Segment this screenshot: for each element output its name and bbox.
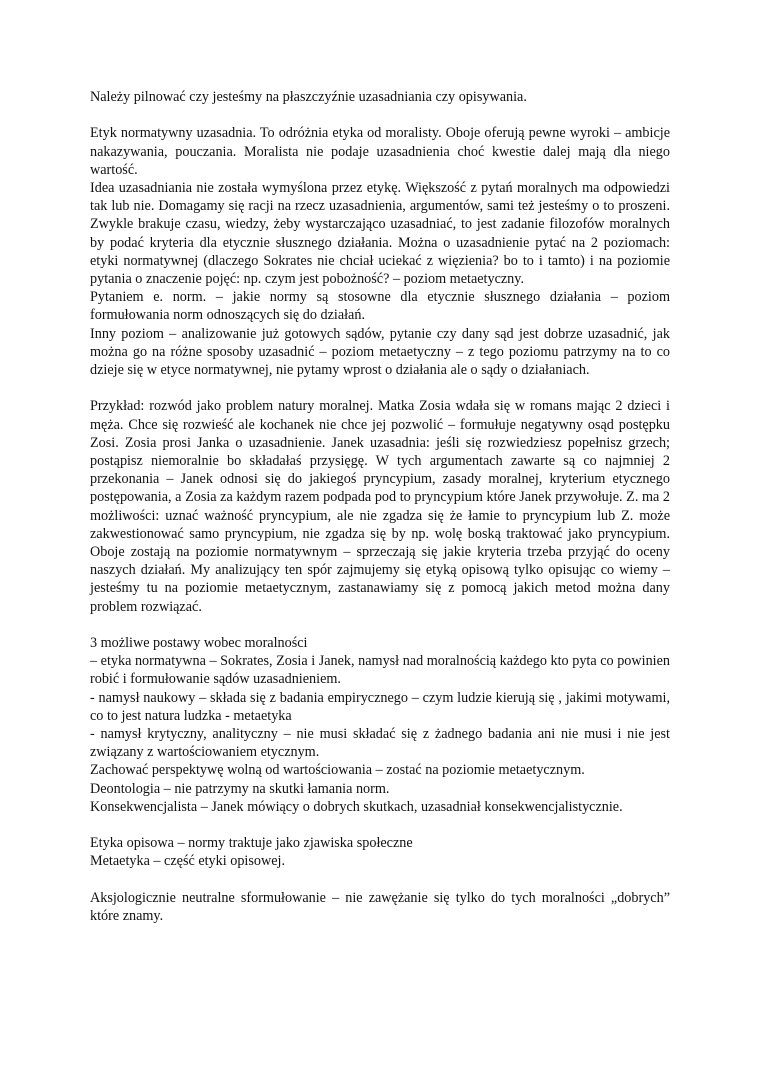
paragraph-value-free-perspective: Zachować perspektywę wolną od wartościowania – zostać na poziomie metaetycznym. (90, 762, 585, 779)
paragraph-descriptive-ethics: Etyka opisowa – normy traktuje jako zjawiska społeczne (90, 835, 413, 852)
paragraph-scientific-reflection-item: - namysł naukowy – składa się z badania empirycznego – czym ludzie kierują się , jakimi motywami, co to jest natura ludzka - metaetyka (90, 689, 670, 724)
document-page (90, 88, 670, 925)
paragraph-metaethics: Metaetyka – część etyki opisowej. (90, 853, 286, 870)
paragraph-other-level: Inny poziom – analizowanie już gotowych sądów, pytanie czy dany sąd jest dobrze uzasadnić, jak można go na różne sposoby uzasadnić – poziom metaetyczny – z tego poziomu patrzymy na to co dzieje się w etyce normatywnej, nie pytamy wprost o działania ale o sądy o działaniach. (90, 325, 670, 379)
paragraph-gap (90, 816, 670, 834)
paragraph-gap (90, 871, 670, 889)
paragraph-normative-ethics-item: – etyka normatywna – Sokrates, Zosia i Janek, namysł nad moralnością każdego kto pyta co powinien robić i formułowanie sądów uzasadnieniem. (90, 653, 670, 688)
paragraph-deontology: Deontologia – nie patrzymy na skutki łamania norm. (90, 780, 390, 797)
paragraph-gap (90, 379, 670, 397)
paragraph-intro: Należy pilnować czy jesteśmy na płaszczyźnie uzasadniania czy opisywania. (90, 89, 527, 105)
paragraph-three-attitudes-heading: 3 możliwe postawy wobec moralności (90, 635, 308, 652)
paragraph-consequentialist: Konsekwencjalista – Janek mówiący o dobrych skutkach, uzasadniał konsekwencjalistycznie. (90, 798, 623, 815)
paragraph-gap (90, 616, 670, 634)
paragraph-normative-question: Pytaniem e. norm. – jakie normy są stosowne dla etycznie słusznego działania – poziom formułowania norm odnoszących się do działań. (90, 289, 670, 324)
paragraph-idea-of-justification: Idea uzasadniania nie została wymyślona przez etykę. Większość z pytań moralnych ma odpowiedzi tak lub nie. Domagamy się racji na rzecz uzasadnienia, argumentów, sami też jesteśmy o to proszeni. Zwykle brakuje czasu, wiedzy, żeby wystarczająco uzasadniać, to jest zadanie filozofów moralnych by podać kryteria dla etycznie słusznego działania. Można o uzasadnienie pytać na 2 poziomach: etyki normatywnej (dlaczego Sokrates nie chciał uciekać z więzienia? bo to i tamto) i na poziomie pytania o znaczenie pojęć: np. czym jest pobożność? – poziom metaetyczny. (90, 180, 670, 288)
paragraph-axiological-neutrality: Aksjologicznie neutralne sformułowanie – nie zawężanie się tylko do tych moralności „dobrych” które znamy. (90, 889, 670, 925)
paragraph-gap (90, 106, 670, 124)
paragraph-example: Przykład: rozwód jako problem natury moralnej. Matka Zosia wdała się w romans mając 2 dzieci i męża. Chce się rozwieść ale kochanek nie chce jej pozwolić – formułuje negatywny osąd postępku Zosi. Zosia prosi Janka o uzasadnienie. Janek uzasadnia: jeśli się rozwiedziesz popełnisz grzech; postąpisz niemoralnie bo składałaś przysięgę. W tych argumentach zawarte są co najmniej 2 przekonania – Janek odnosi się do jakiegoś pryncypium, zasady moralnej, kryterium etycznego postępowania, a Zosia za każdym razem podpada pod to pryncypium które Janek przywołuje. Z. ma 2 możliwości: uznać ważność pryncypium, ale nie zgadza się że łamie to pryncypium lub Z. może zakwestionować samo pryncypium, nie zgadza się by np. wolę boską traktować jako pryncypium. Oboje zostają na poziomie normatywnym – sprzeczają się jakie kryteria trzeba przyjąć do oceny naszych działań. My analizujący ten spór zajmujemy się etyką opisową tylko opisując co wiemy – jesteśmy tu na poziomie metaetycznym, zastanawiamy się z pomocą jakich metod można dany problem rozwiązać. (90, 398, 670, 615)
paragraph-normative-ethicist: Etyk normatywny uzasadnia. To odróżnia etyka od moralisty. Oboje oferują pewne wyroki – ambicje nakazywania, pouczania. Moralista nie podaje uzasadnienia choć kwestie dalej mają dla niego wartość. (90, 125, 670, 178)
paragraph-critical-reflection-item: - namysł krytyczny, analityczny – nie musi składać się z żadnego badania ani nie musi i nie jest związany z wartościowaniem etycznym. (90, 726, 670, 761)
